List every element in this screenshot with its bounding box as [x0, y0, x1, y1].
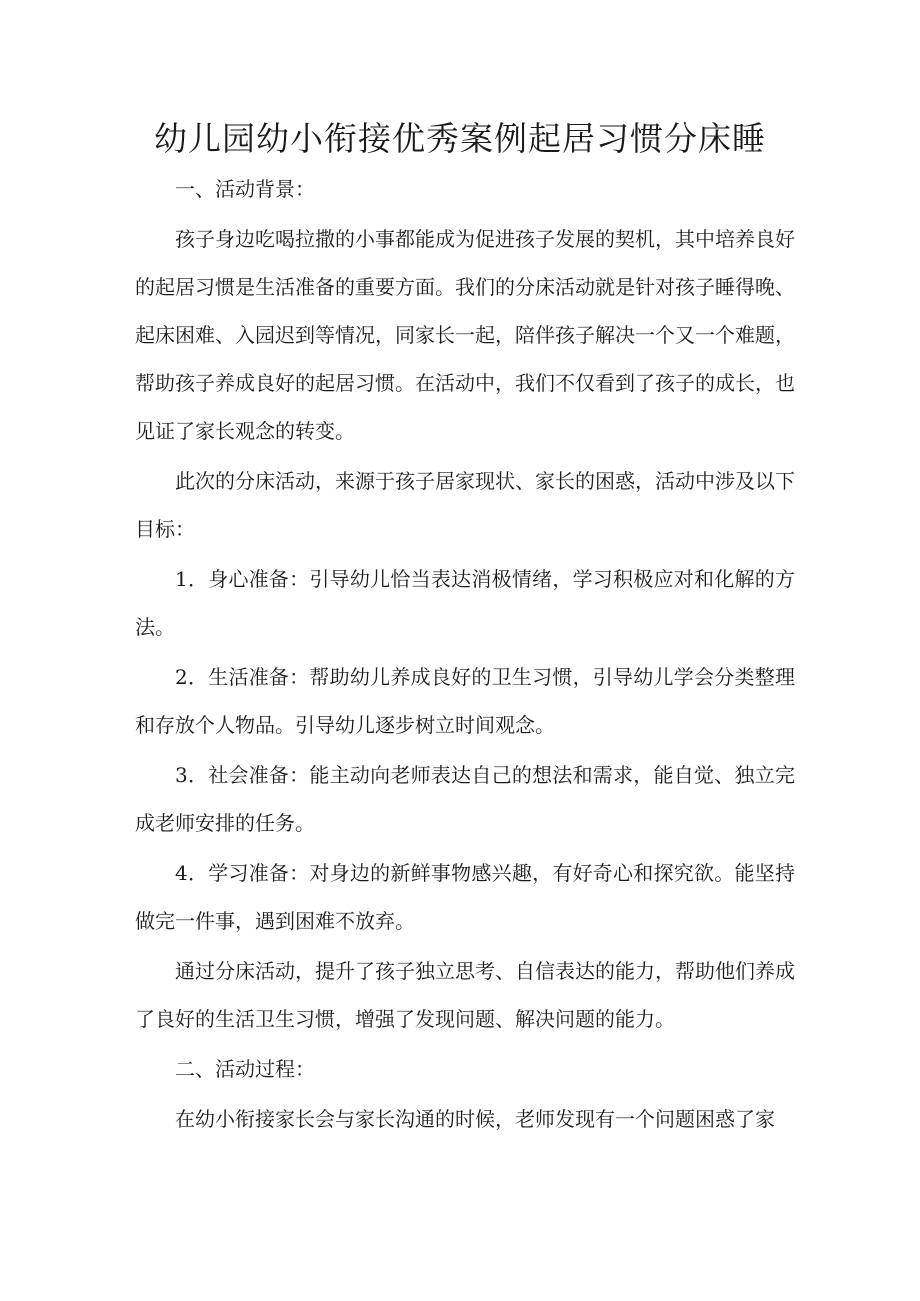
paragraph-goals-intro: 此次的分床活动，来源于孩子居家现状、家长的困惑，活动中涉及以下目标：: [135, 469, 795, 541]
paragraph-outcome: 通过分床活动，提升了孩子独立思考、自信表达的能力，帮助他们养成了良好的生活卫生习惯，增强了发现问题、解决问题的能力。: [135, 959, 795, 1031]
section-heading-background: 一、活动背景：: [175, 177, 315, 201]
goal-item-1: 1．身心准备：引导幼儿恰当表达消极情绪，学习积极应对和化解的方法。: [135, 567, 795, 639]
goal-item-2: 2．生活准备：帮助幼儿养成良好的卫生习惯，引导幼儿学会分类整理和存放个人物品。引导幼儿逐步树立时间观念。: [135, 665, 795, 737]
document-body: [135, 165, 795, 1143]
section-heading-process: 二、活动过程：: [175, 1057, 315, 1081]
goal-item-3: 3．社会准备：能主动向老师表达自己的想法和需求，能自觉、独立完成老师安排的任务。: [135, 763, 795, 835]
goal-item-4: 4．学习准备：对身边的新鲜事物感兴趣，有好奇心和探究欲。能坚持做完一件事，遇到困难不放弃。: [135, 861, 795, 933]
paragraph-process: 在幼小衔接家长会与家长沟通的时候，老师发现有一个问题困惑了家: [175, 1107, 775, 1131]
paragraph-background: 孩子身边吃喝拉撒的小事都能成为促进孩子发展的契机，其中培养良好的起居习惯是生活准备的重要方面。我们的分床活动就是针对孩子睡得晚、起床困难、入园迟到等情况，同家长一起，陪伴孩子解决一个又一个难题，帮助孩子养成良好的起居习惯。在活动中，我们不仅看到了孩子的成长，也见证了家长观念的转变。: [135, 227, 795, 443]
document-title: 幼儿园幼小衔接优秀案例起居习惯分床睡: [154, 119, 766, 158]
